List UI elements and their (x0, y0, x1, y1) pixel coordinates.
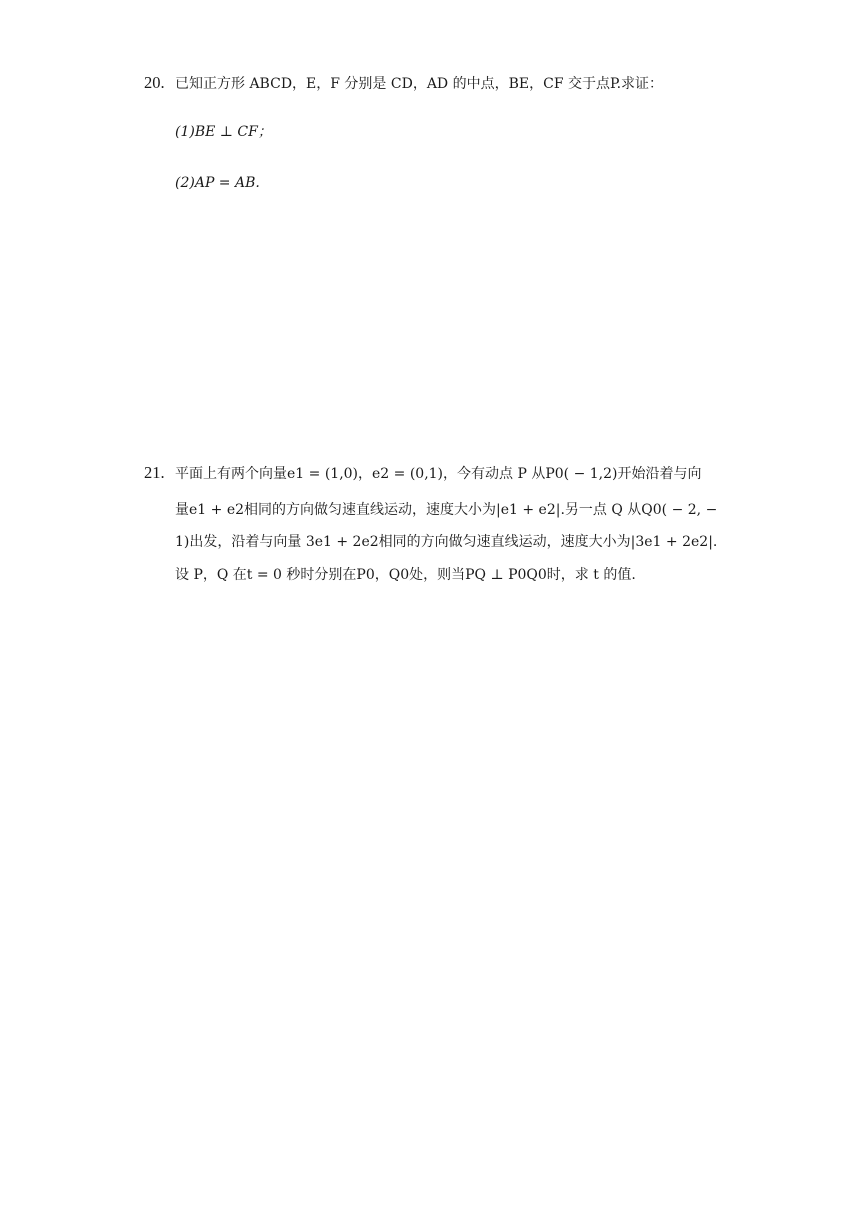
question-line-4: 设 P，Q 在t = 0 秒时分别在P0，Q0处，则当PQ ⊥ P0Q0时，求 t 的值. (175, 567, 636, 583)
sub-question-2: (2)AP = AB. (175, 175, 260, 191)
question-number: 20. (144, 73, 165, 92)
question-line-2: 量e1 + e2相同的方向做匀速直线运动，速度大小为|e1 + e2|.另一点 Q 从Q0( − 2, − (175, 502, 718, 518)
question-stem: 已知正方形 ABCD，E，F 分别是 CD，AD 的中点，BE，CF 交于点P.求证： (175, 76, 664, 92)
sub-question-1: (1)BE ⊥ CF； (175, 124, 272, 140)
question-number: 21. (144, 463, 165, 482)
question-line-1: 平面上有两个向量e1 = (1,0)，e2 = (0,1)，今有动点 P 从P0( − 1,2)开始沿着与向 (175, 466, 702, 482)
question-line-3: 1)出发，沿着与向量 3e1 + 2e2相同的方向做匀速直线运动，速度大小为|3e1 + 2e2|. (175, 534, 718, 550)
